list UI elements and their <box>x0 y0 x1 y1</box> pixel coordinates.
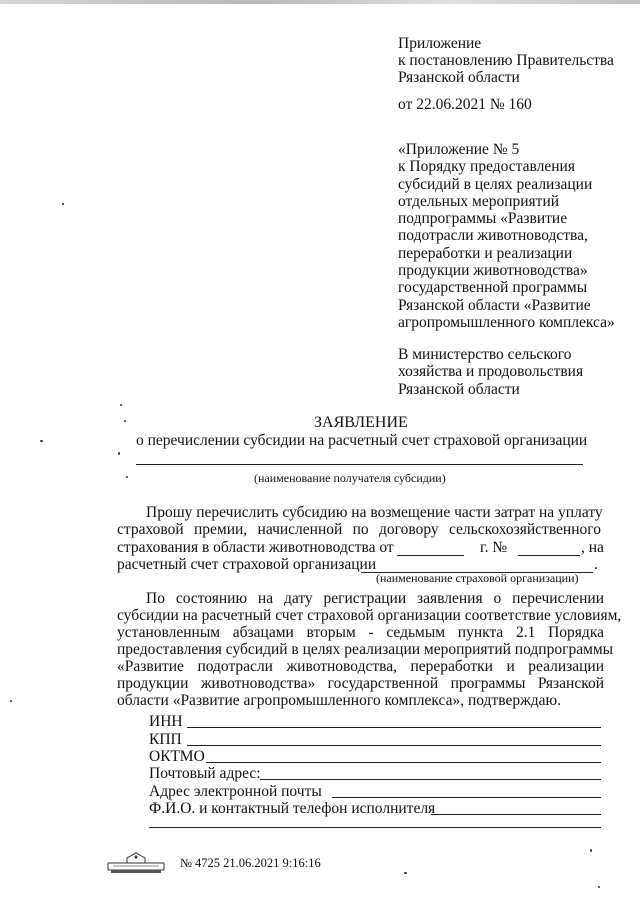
para2-line-5: «Развитие подотрасли животноводства, переработки и реализации <box>117 658 604 675</box>
para1-line-2: страховой премии, начисленной по договору сельскохозяйственного <box>117 521 601 538</box>
contact-field[interactable] <box>431 800 601 815</box>
appendix-line: подпрограммы «Развитие <box>398 210 568 228</box>
appendix-line: субсидий в целях реализации <box>398 175 593 193</box>
addressee-line: В министерство сельского <box>398 346 572 363</box>
para1-line-4-end: . <box>594 556 598 573</box>
registration-stamp: № 4725 21.06.2021 9:16:16 <box>180 856 321 870</box>
document-title: ЗАЯВЛЕНИЕ <box>314 414 408 431</box>
field-label-inn: ИНН <box>149 713 183 730</box>
para1-line-3-end: , на <box>581 539 604 556</box>
para1-line-3-text: страхования в области животноводства от <box>117 539 394 556</box>
contract-number-field[interactable] <box>518 541 580 556</box>
inn-field[interactable] <box>187 713 601 728</box>
field-label-oktmo: ОКТМО <box>149 748 205 765</box>
para2-line-2: субсидии на расчетный счет страховой организации соответствие условиям, <box>117 607 622 624</box>
field-label-contact: Ф.И.О. и контактный телефон исполнителя <box>149 800 436 817</box>
field-label-email: Адрес электронной почты <box>149 783 322 800</box>
addressee-line: хозяйства и продовольствия <box>398 363 584 381</box>
appendix-line: продукции животноводства» <box>398 262 588 280</box>
appendix-line: Рязанской области «Развитие <box>398 296 591 314</box>
contract-date-field[interactable] <box>397 541 464 556</box>
document-subtitle: о перечислении субсидии на расчетный счет страховой организации <box>136 432 588 449</box>
scan-speck <box>10 700 12 702</box>
addressee-block <box>398 346 583 398</box>
contact-field-continued[interactable] <box>149 815 601 828</box>
para1-line-1: Прошу перечислить субсидию на возмещение части затрат на уплату <box>146 504 603 521</box>
header-line-2: к постановлению Правительства <box>398 52 614 69</box>
scan-speck <box>124 420 126 422</box>
field-label-postal: Почтовый адрес: <box>149 765 261 782</box>
addressee-line: Рязанской области <box>398 380 520 398</box>
para2-line-7: области «Развитие агропромышленного комплекса», подтверждаю. <box>117 692 561 709</box>
para2-line-3: установленным абзацами вторым - седьмым пункта 2.1 Порядка <box>117 624 604 641</box>
para2-line-1: По состоянию на дату регистрации заявления о перечислении <box>146 590 604 607</box>
scan-speck <box>598 886 600 888</box>
appendix-line: агропромышленного комплекса» <box>398 313 615 331</box>
scan-speck <box>404 872 407 874</box>
appendix-line: к Порядку предоставления <box>398 158 575 176</box>
appendix-line: переработки и реализации <box>398 244 573 262</box>
field-label-kpp: КПП <box>149 731 182 748</box>
scan-speck <box>120 404 122 406</box>
para1-line-4: расчетный счет страховой организации <box>117 556 377 573</box>
oktmo-field[interactable] <box>206 748 601 763</box>
recipient-caption: (наименование получателя субсидии) <box>254 471 446 485</box>
insurer-caption: (наименование страховой организации) <box>376 571 579 585</box>
para1-line-3-g: г. № <box>480 539 508 556</box>
scan-edge <box>0 0 640 4</box>
kpp-field[interactable] <box>187 731 601 746</box>
scan-speck <box>62 203 64 205</box>
para2-line-4: предоставления субсидий в целях реализации мероприятий подпрограммы <box>117 641 614 658</box>
header-line-1: Приложение <box>398 35 482 52</box>
appendix-line: отдельных мероприятий <box>398 192 560 210</box>
email-field[interactable] <box>332 783 601 798</box>
para2-line-6: продукции животноводства» государственной программы Рязанской <box>117 675 604 692</box>
appendix-line: подотрасли животноводства, <box>398 227 588 245</box>
appendix-line: «Приложение № 5 <box>398 141 520 158</box>
scan-speck <box>118 452 120 455</box>
postal-address-field[interactable] <box>260 765 601 780</box>
scan-speck <box>590 849 592 852</box>
appendix-block <box>398 141 615 331</box>
scan-speck <box>126 476 128 478</box>
header-date: от 22.06.2021 № 160 <box>398 96 532 113</box>
appendix-line: государственной программы <box>398 279 588 297</box>
scan-speck <box>40 440 43 442</box>
registry-seal-icon <box>107 850 165 874</box>
header-line-3: Рязанской области <box>398 69 520 86</box>
recipient-name-line[interactable] <box>136 454 583 465</box>
